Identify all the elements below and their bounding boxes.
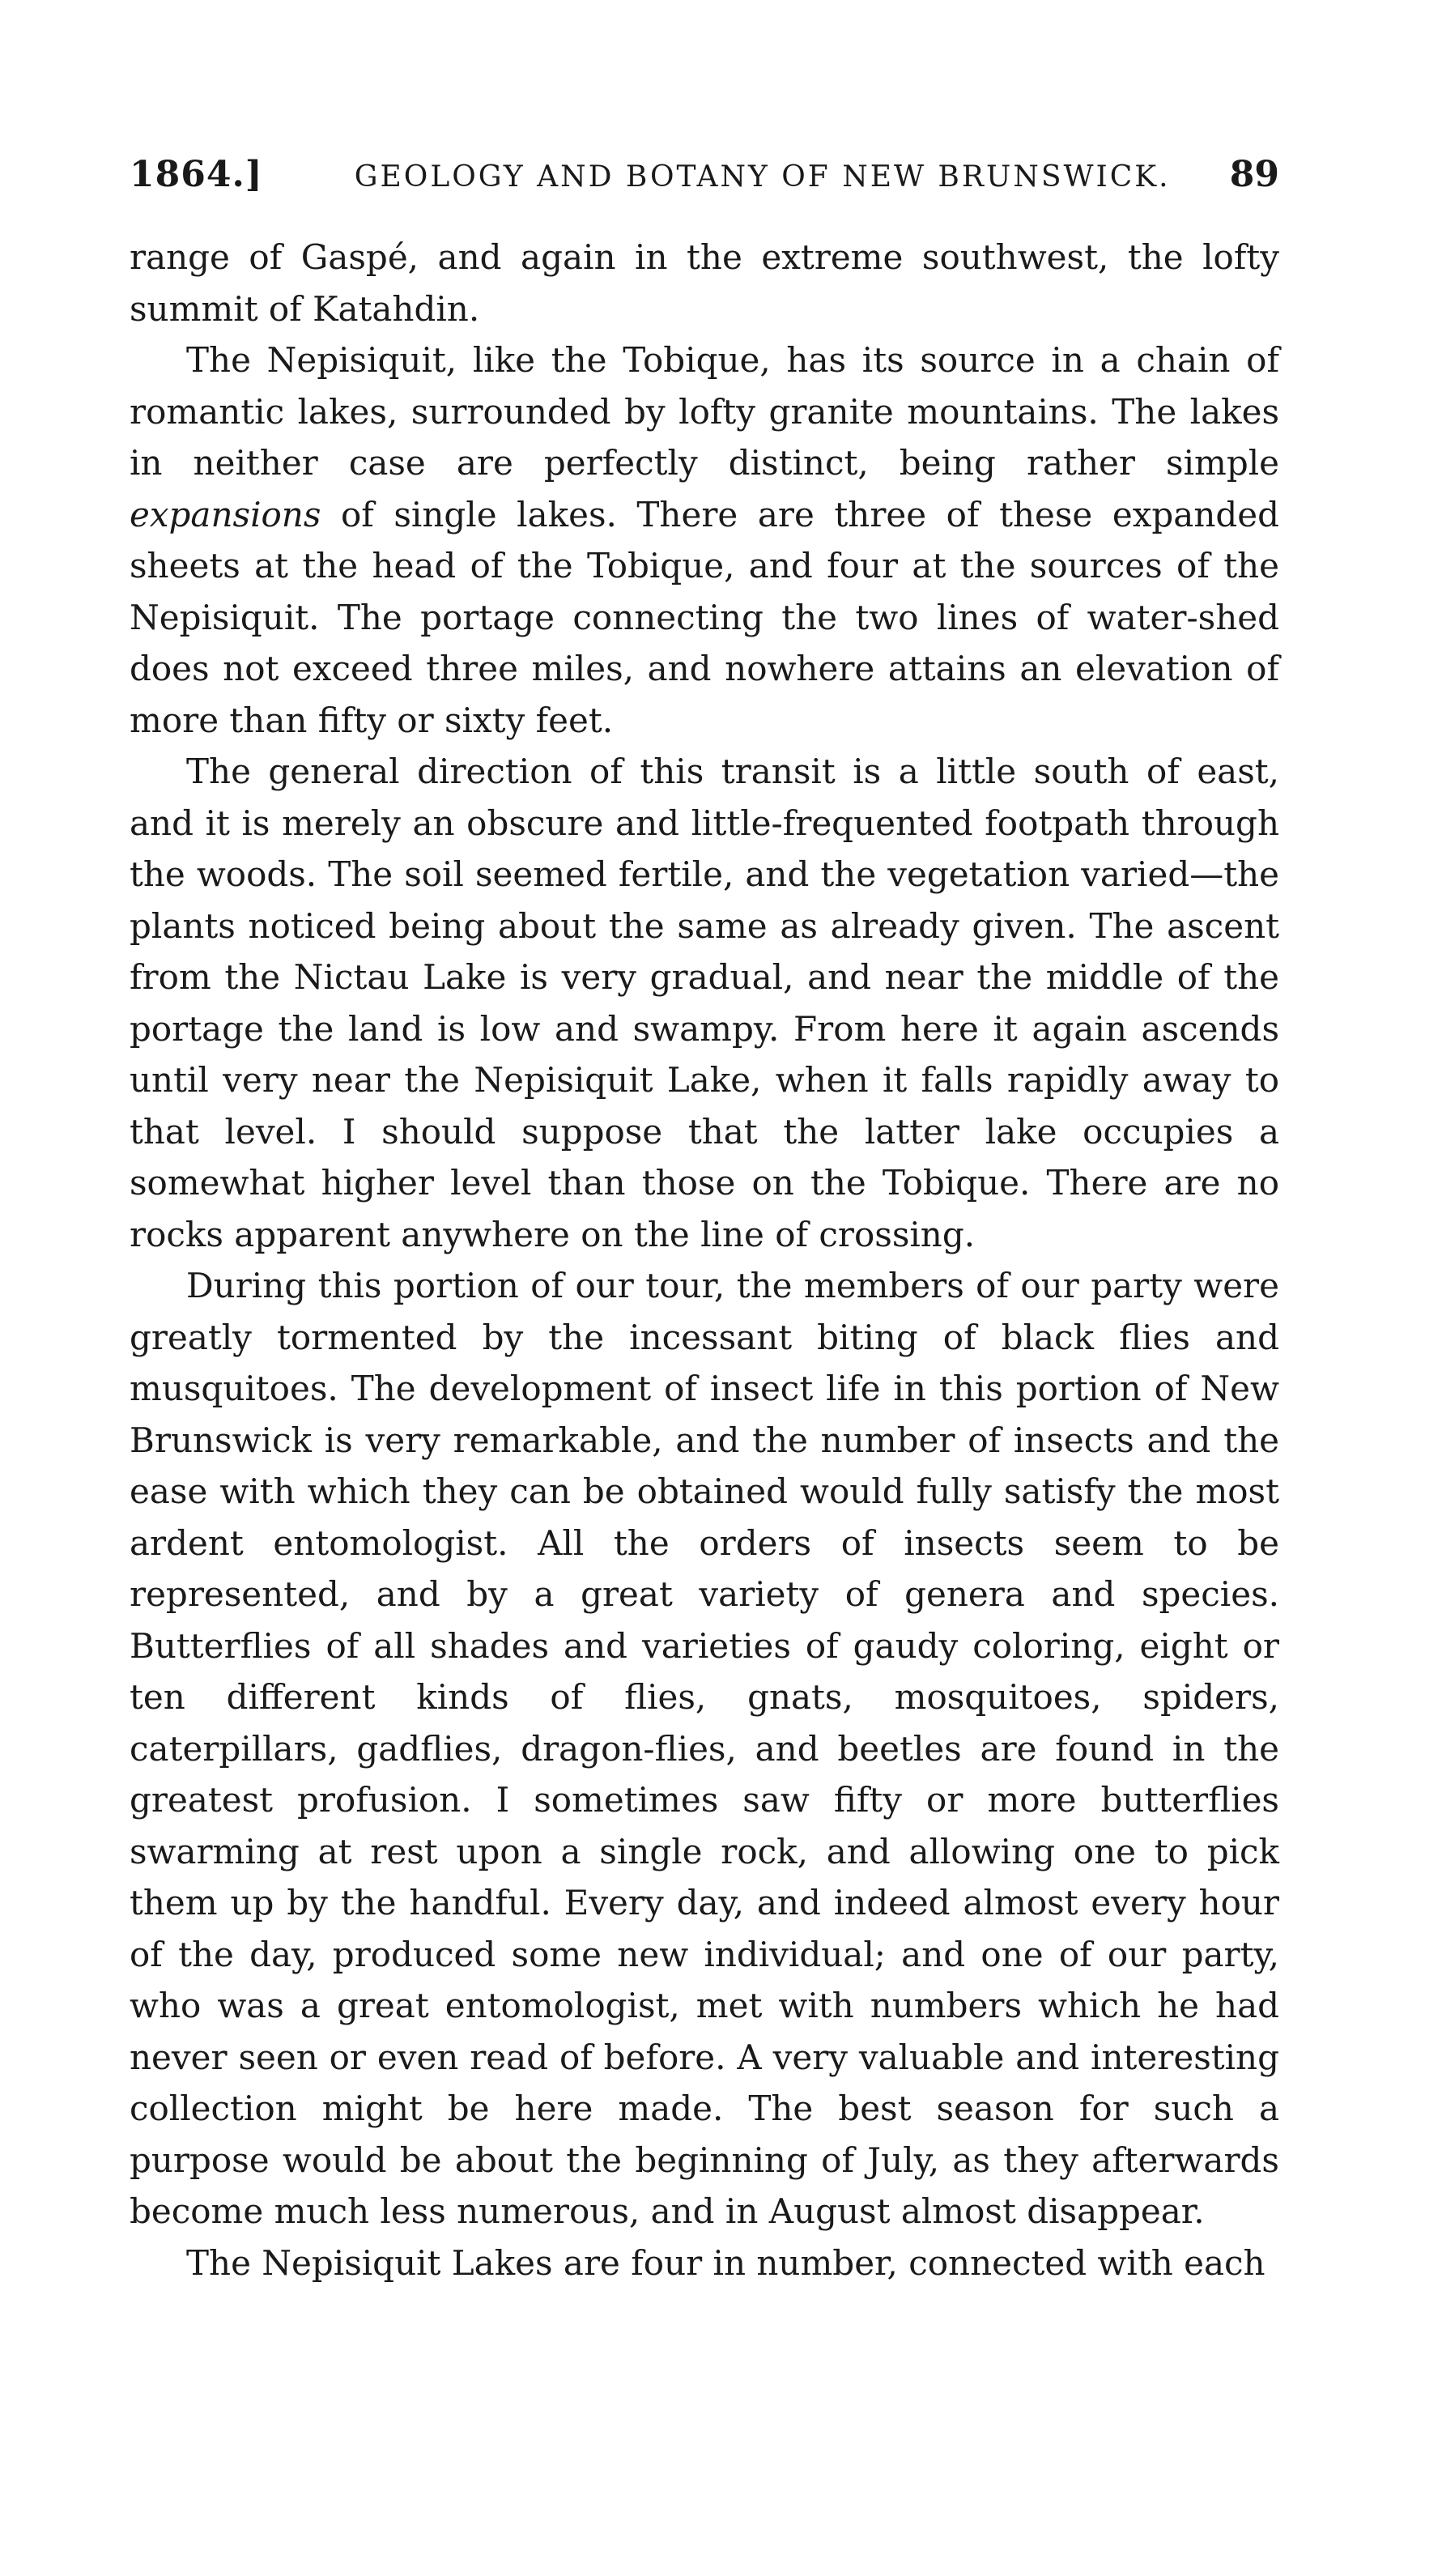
page-number: 89 <box>1229 154 1279 195</box>
paragraph-5: The Nepisiquit Lakes are four in number, connected with each <box>186 2242 1265 2283</box>
paragraph-2 <box>130 334 1279 746</box>
running-head <box>130 154 1279 211</box>
header-year: 1864.] <box>130 154 263 195</box>
paragraph-2-text-before: The Nepisiquit, like the Tobique, has its source in a chain of romantic lakes, surrounded by lofty granite mountains. The lakes in neither case are perfectly distinct, being rather simple <box>130 340 1279 483</box>
book-page <box>130 154 1279 2289</box>
paragraph-2-italic-term: expansions <box>130 494 321 534</box>
paragraph-1: range of Gaspé, and again in the extreme southwest, the lofty summit of Katahdin. <box>130 237 1279 329</box>
body-text <box>130 232 1279 2289</box>
paragraph-4: During this portion of our tour, the members of our party were greatly tormented by the incessant biting of black flies and musquitoes. The development of insect life in this portion of New Brunswick is very remarkable, and the number of insects and the ease with which they can be obtained would fully satisfy the most ardent entomologist. All the orders of insects seem to be represented, and by a great variety of genera and species. Butterflies of all shades and varieties of gaudy coloring, eight or ten different kinds of flies, gnats, mosquitoes, spiders, caterpillars, gadflies, dragon-flies, and beetles are found in the greatest profusion. I sometimes saw fifty or more butterflies swarming at rest upon a single rock, and allowing one to pick them up by the handful. Every day, and indeed almost every hour of the day, produced some new individual; and one of our party, who was a great entomologist, met with numbers which he had never seen or even read of before. A very valuable and interesting collection might be here made. The best season for such a purpose would be about the beginning of July, as they afterwards become much less numerous, and in August almost disappear. <box>130 1266 1279 2231</box>
paragraph-3: The general direction of this transit is a little south of east, and it is merely an obscure and little-frequented footpath through the woods. The soil seemed fertile, and the vegetation varied—the plants noticed being about the same as already given. The ascent from the Nictau Lake is very gradual, and near the middle of the portage the land is low and swampy. From here it again ascends until very near the Nepisiquit Lake, when it falls rapidly away to that level. I should suppose that the latter lake occupies a somewhat higher level than those on the Tobique. There are no rocks apparent anywhere on the line of crossing. <box>130 752 1279 1254</box>
header-title: GEOLOGY AND BOTANY OF NEW BRUNSWICK. <box>354 160 1171 194</box>
paragraph-2-text-after: of single lakes. There are three of these expanded sheets at the head of the Tobique, and four at the sources of the Nepisiquit. The portage connecting the two lines of water-shed does not exceed three miles, and nowhere attains an elevation of more than fifty or sixty feet. <box>130 494 1279 740</box>
